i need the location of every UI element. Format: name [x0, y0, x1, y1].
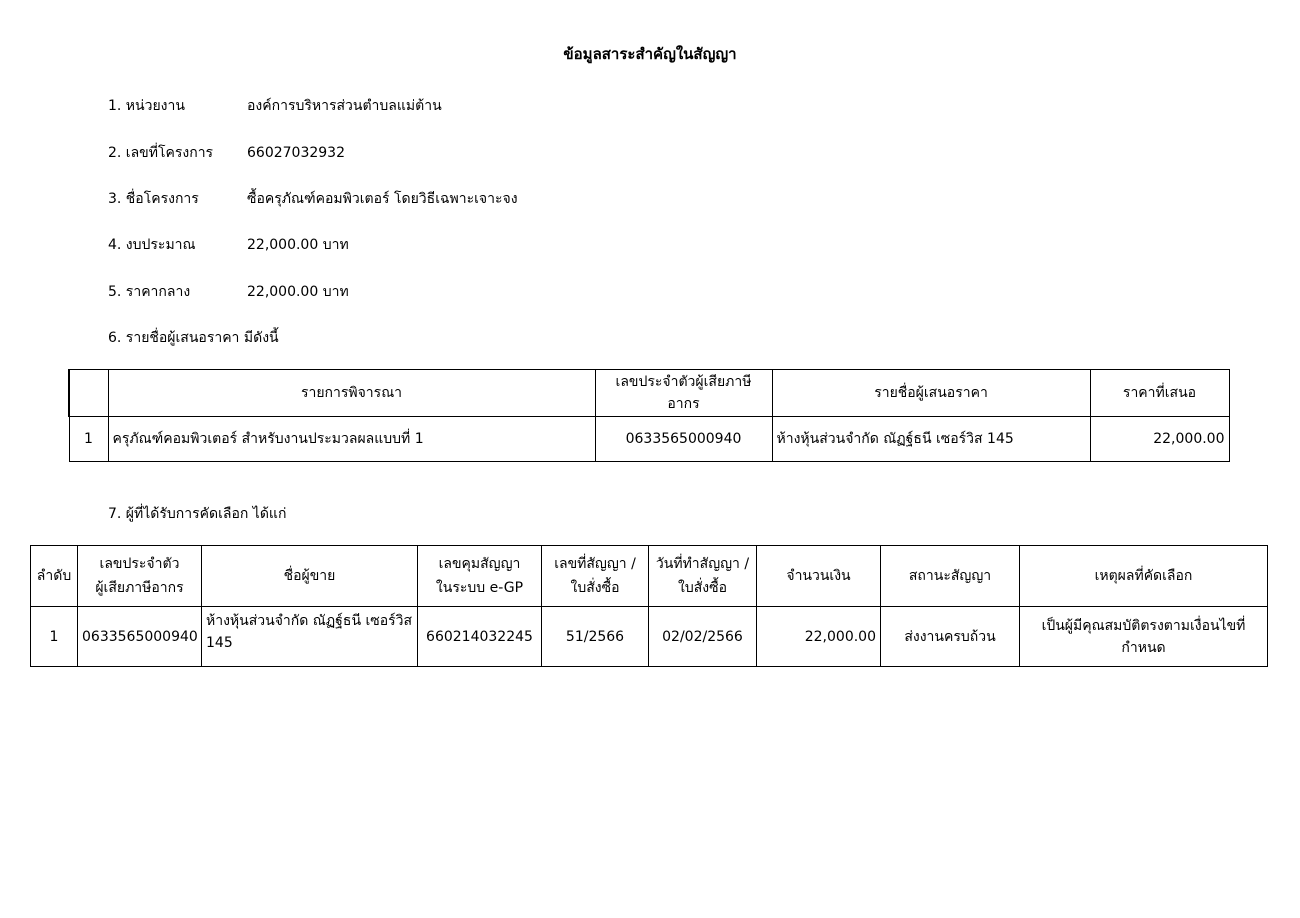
column-header-contract-number	[542, 546, 649, 607]
column-header-item: รายการพิจารณา	[108, 370, 595, 417]
winners-heading: 7. ผู้ที่ได้รับการคัดเลือก ได้แก่	[108, 506, 287, 522]
header-line: เลขที่สัญญา /	[554, 556, 636, 572]
column-header-status: สถานะสัญญา	[881, 546, 1020, 607]
column-header-number: ลำดับ	[31, 546, 78, 607]
contract-date-cell: 02/02/2566	[649, 607, 757, 667]
tax-id-cell: 0633565000940	[595, 417, 772, 462]
table-header-row	[31, 546, 1268, 607]
header-line: เลขคุมสัญญา	[438, 556, 521, 572]
info-label: 3. ชื่อโครงการ	[108, 191, 199, 207]
header-line: เลขประจำตัว	[99, 556, 180, 572]
info-label: 4. งบประมาณ	[108, 237, 196, 253]
info-value: องค์การบริหารส่วนตำบลแม่ต้าน	[247, 98, 442, 114]
info-label: 2. เลขที่โครงการ	[108, 145, 214, 161]
status-cell: ส่งงานครบถ้วน	[881, 607, 1020, 667]
item-cell: ครุภัณฑ์คอมพิวเตอร์ สำหรับงานประมวลผลแบบที่ 1	[108, 417, 595, 462]
info-value: ซื้อครุภัณฑ์คอมพิวเตอร์ โดยวิธีเฉพาะเจาะจง	[247, 191, 518, 207]
amount-cell: 22,000.00	[757, 607, 881, 667]
price-cell: 22,000.00	[1090, 417, 1229, 462]
header-line: ใบสั่งซื้อ	[570, 580, 620, 596]
column-header-price: ราคาที่เสนอ	[1090, 370, 1229, 417]
column-header-tax-id	[78, 546, 202, 607]
bidders-heading: 6. รายชื่อผู้เสนอราคา มีดังนี้	[108, 330, 279, 346]
contract-number-cell: 51/2566	[542, 607, 649, 667]
column-header-egp-number	[418, 546, 542, 607]
row-number: 1	[31, 607, 78, 667]
table-row	[31, 607, 1268, 667]
column-header-seller: ชื่อผู้ขาย	[202, 546, 418, 607]
reason-cell: เป็นผู้มีคุณสมบัติตรงตามเงื่อนไขที่กำหนด	[1020, 607, 1268, 667]
info-value: 66027032932	[247, 145, 345, 161]
column-header-contract-date	[649, 546, 757, 607]
row-number: 1	[69, 417, 108, 462]
column-header-bidder: รายชื่อผู้เสนอราคา	[772, 370, 1090, 417]
header-line: วันที่ทำสัญญา /	[655, 556, 750, 572]
header-line: ใบสั่งซื้อ	[677, 580, 727, 596]
document-title: ข้อมูลสาระสำคัญในสัญญา	[563, 45, 737, 63]
winners-table	[30, 545, 1268, 667]
tax-id-cell: 0633565000940	[78, 607, 202, 667]
table-row	[69, 417, 1229, 462]
egp-number-cell: 660214032245	[418, 607, 542, 667]
column-header-reason: เหตุผลที่คัดเลือก	[1020, 546, 1268, 607]
seller-cell: ห้างหุ้นส่วนจำกัด ณัฏฐ์ธนี เซอร์วิส 145	[202, 607, 418, 667]
header-line: ผู้เสียภาษีอากร	[95, 580, 184, 596]
header-line: ในระบบ e-GP	[435, 580, 524, 596]
bidders-table	[68, 369, 1230, 462]
bidder-cell: ห้างหุ้นส่วนจำกัด ณัฏฐ์ธนี เซอร์วิส 145	[772, 417, 1090, 462]
column-header-amount: จำนวนเงิน	[757, 546, 881, 607]
info-label: 5. ราคากลาง	[108, 284, 191, 300]
info-label: 1. หน่วยงาน	[108, 98, 185, 114]
info-value: 22,000.00 บาท	[247, 284, 349, 300]
column-header-number	[69, 370, 108, 417]
column-header-tax-id: เลขประจำตัวผู้เสียภาษีอากร	[595, 370, 772, 417]
table-header-row	[69, 370, 1229, 417]
info-value: 22,000.00 บาท	[247, 237, 349, 253]
